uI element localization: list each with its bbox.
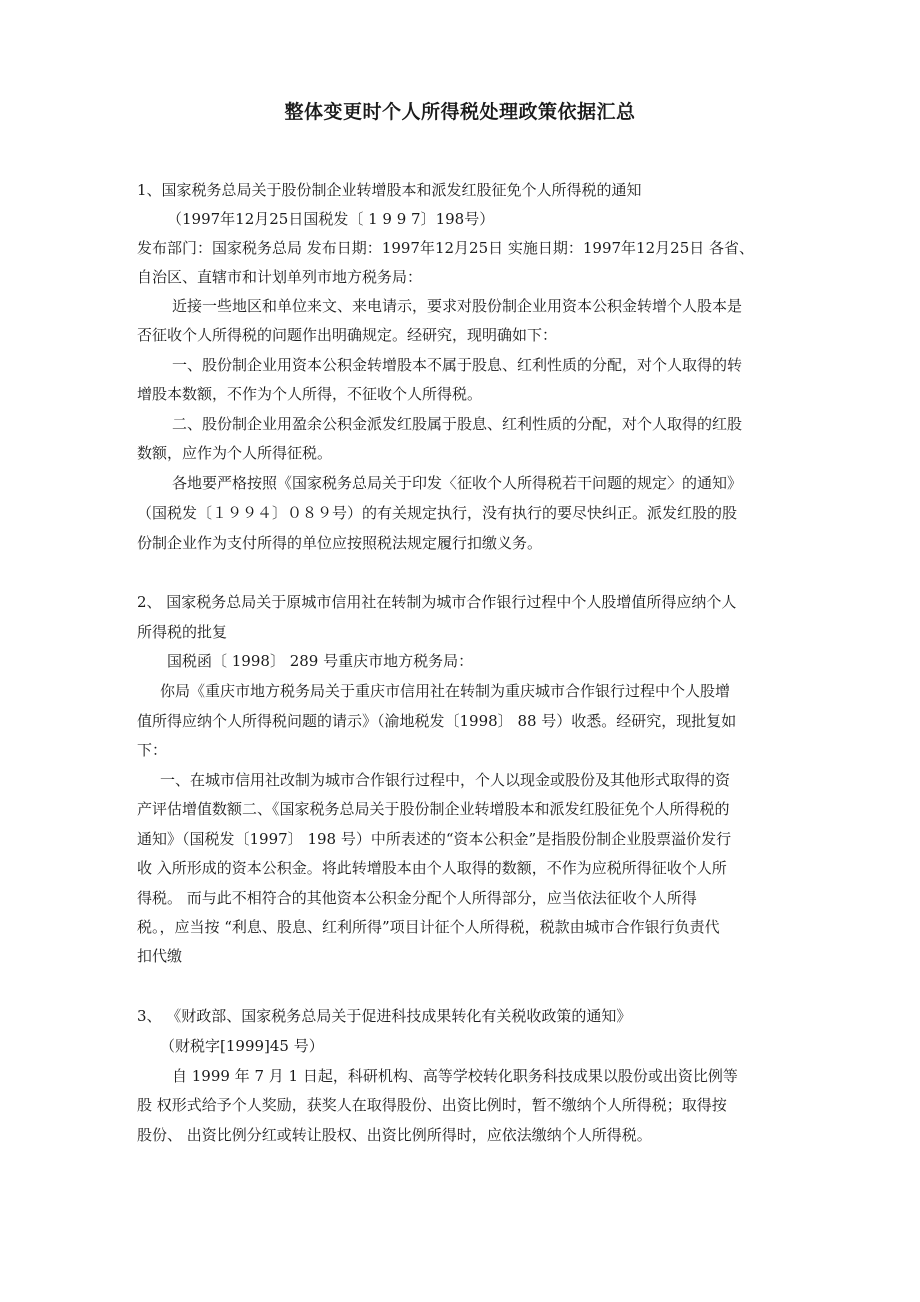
paragraph-line: 收 入所形成的资本公积金。将此转增股本由个人取得的数额，不作为应税所得征收个人所	[137, 859, 727, 877]
section-1-doc-number: （1997年12月25日国税发〔 1 9 9 7〕198号）	[167, 210, 495, 228]
paragraph-line: 扣代缴	[137, 947, 183, 965]
paragraph-line: （国税发〔１９９４〕０８９号）的有关规定执行，没有执行的要尽快纠正。派发红股的股	[137, 504, 738, 522]
paragraph-line: 各地要严格按照《国家税务总局关于印发〈征收个人所得税若干问题的规定〉的通知》	[172, 474, 743, 492]
paragraph-line: 得税。 而与此不相符合的其他资本公积金分配个人所得部分，应当依法征收个人所得	[137, 889, 697, 907]
paragraph-line: 产评估增值数额二、《国家税务总局关于股份制企业转增股本和派发红股征免个人所得税的	[137, 800, 730, 818]
paragraph-line: 数额，应作为个人所得征税。	[137, 444, 333, 462]
paragraph-line: 否征收个人所得税的问题作出明确规定。经研究，现明确如下：	[137, 326, 558, 344]
paragraph-line: 增股本数额，不作为个人所得，不征收个人所得税。	[137, 385, 483, 403]
paragraph-line: 你局《重庆市地方税务局关于重庆市信用社在转制为重庆城市合作银行过程中个人股增	[160, 682, 731, 700]
page-title: 整体变更时个人所得税处理政策依据汇总	[284, 101, 636, 123]
section-3-heading: 3、 《财政部、国家税务总局关于促进科技成果转化有关税收政策的通知》	[137, 1007, 632, 1025]
section-2-heading: 所得税的批复	[137, 623, 228, 641]
paragraph-line: 值所得应纳个人所得税问题的请示》（渝地税发〔1998〕 88 号）收悉。经研究，现批复如	[137, 712, 737, 730]
section-1-meta-line: 发布部门：国家税务总局 发布日期：1997年12月25日 实施日期：1997年12月25日 各省、	[137, 239, 755, 257]
section-2-heading: 2、 国家税务总局关于原城市信用社在转制为城市合作银行过程中个人股增值所得应纳个人	[137, 593, 737, 611]
paragraph-line: 股份、 出资比例分红或转让股权、出资比例所得时，应依法缴纳个人所得税。	[137, 1126, 652, 1144]
section-1-heading: 1、国家税务总局关于股份制企业转增股本和派发红股征免个人所得税的通知	[137, 181, 642, 199]
paragraph-line: 税。，应当按 “利息、股息、红利所得”项目计征个人所得税，税款由城市合作银行负责代	[137, 918, 720, 936]
paragraph-line: 自 1999 年 7 月 1 日起，科研机构、高等学校转化职务科技成果以股份或出资比例等	[172, 1067, 738, 1085]
section-2-doc-number: 国税函〔 1998〕 289 号重庆市地方税务局：	[167, 652, 474, 670]
paragraph-line: 二、股份制企业用盈余公积金派发红股属于股息、红利性质的分配，对个人取得的红股	[172, 415, 743, 433]
section-3-doc-number: （财税字[1999]45 号）	[160, 1037, 324, 1055]
paragraph-line: 近接一些地区和单位来文、来电请示，要求对股份制企业用资本公积金转增个人股本是	[172, 297, 743, 315]
paragraph-line: 一、在城市信用社改制为城市合作银行过程中，个人以现金或股份及其他形式取得的资	[160, 771, 731, 789]
paragraph-line: 通知》（国税发〔1997〕 198 号）中所表述的“资本公积金”是指股份制企业股票溢价发行	[137, 830, 732, 848]
section-1-meta-line: 自治区、直辖市和计划单列市地方税务局：	[137, 268, 423, 286]
paragraph-line: 一、股份制企业用资本公积金转增股本不属于股息、红利性质的分配，对个人取得的转	[172, 356, 743, 374]
paragraph-line: 股 权形式给予个人奖励，获奖人在取得股份、出资比例时，暂不缴纳个人所得税；取得按	[137, 1096, 727, 1114]
paragraph-line: 下：	[137, 741, 168, 759]
paragraph-line: 份制企业作为支付所得的单位应按照税法规定履行扣缴义务。	[137, 534, 543, 552]
